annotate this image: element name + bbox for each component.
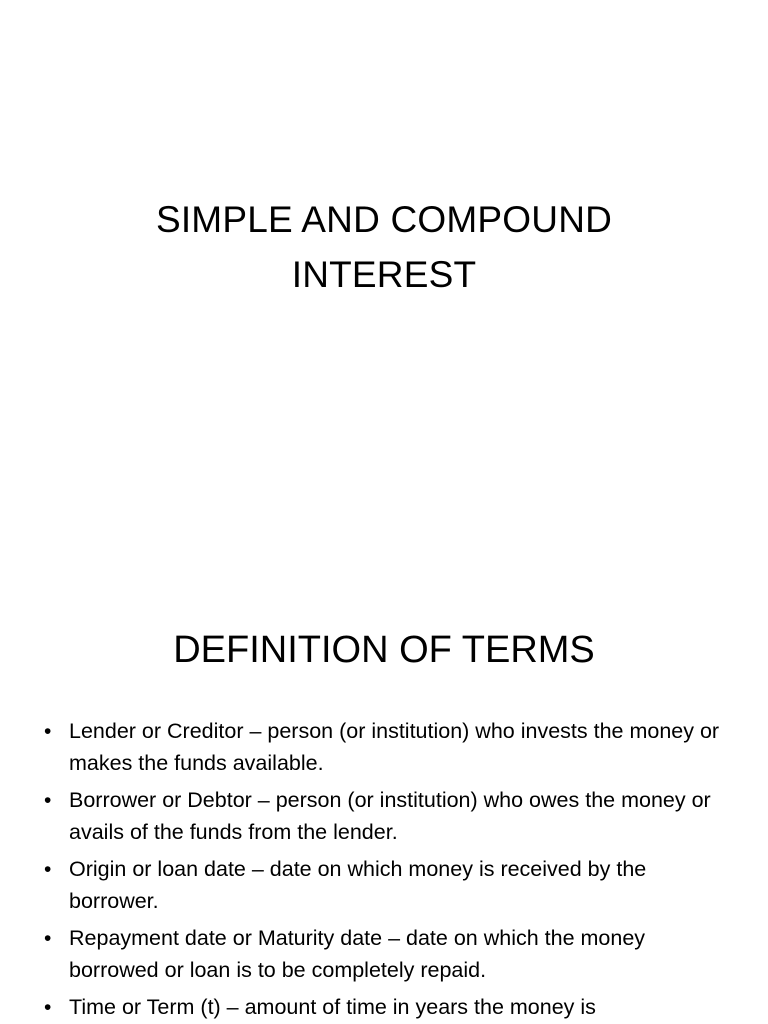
list-item bbox=[44, 992, 734, 1024]
list-item bbox=[44, 785, 734, 848]
bullet-icon: • bbox=[44, 789, 52, 812]
list-item bbox=[44, 923, 734, 986]
list-item-text: Repayment date or Maturity date – date on which the money borrowed or loan is to be completely repaid. bbox=[69, 926, 646, 982]
list-item-text: Borrower or Debtor – person (or institution) who owes the money or avails of the funds from the lender. bbox=[69, 788, 711, 844]
definitions-slide bbox=[0, 576, 768, 1024]
list-item-text: Time or Term (t) – amount of time in years the money is bbox=[69, 995, 596, 1019]
bullet-icon: • bbox=[44, 996, 52, 1019]
list-item-text: Origin or loan date – date on which money is received by the borrower. bbox=[69, 857, 647, 913]
list-item bbox=[44, 716, 734, 779]
main-title-line-2: INTEREST bbox=[291, 254, 477, 295]
main-title-line-1: SIMPLE AND COMPOUND bbox=[155, 199, 613, 240]
bullet-icon: • bbox=[44, 858, 52, 881]
list-item bbox=[44, 854, 734, 917]
bullet-icon: • bbox=[44, 927, 52, 950]
list-item-text: Lender or Creditor – person (or institution) who invests the money or makes the funds available. bbox=[69, 719, 720, 775]
main-title bbox=[0, 192, 768, 302]
bullet-icon: • bbox=[44, 720, 52, 743]
definition-list bbox=[44, 716, 734, 1024]
section-title: DEFINITION OF TERMS bbox=[173, 629, 595, 671]
